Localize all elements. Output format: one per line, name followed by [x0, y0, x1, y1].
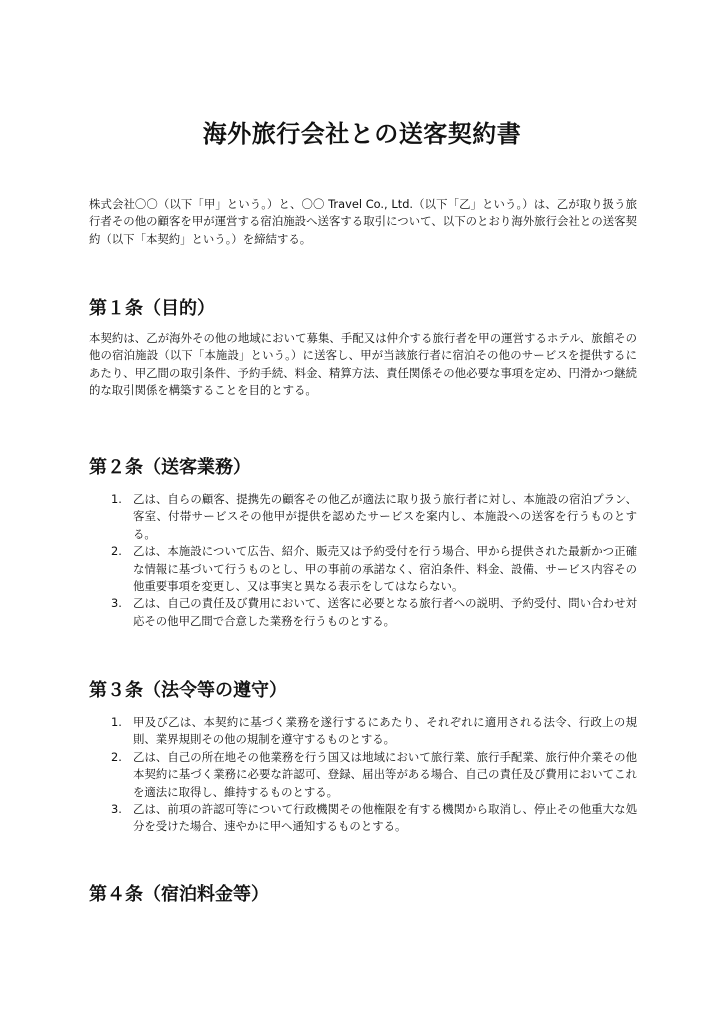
list-item-number: 3.: [111, 596, 122, 611]
article-3-heading: 第３条（法令等の遵守）: [89, 680, 287, 701]
list-item-number: 1.: [111, 715, 122, 729]
list-item: [89, 749, 637, 801]
article-4-heading: 第４条（宿泊料金等）: [89, 884, 269, 905]
list-item-text: 乙は、自己の所在地その他業務を行う国又は地域において旅行業、旅行手配業、旅行仲介業その他本契約に基づく業務に必要な許認可、登録、届出等がある場合、自己の責任及び費用においてこれを適法に取得し、維持するものとする。: [133, 749, 637, 799]
intro-paragraph: 株式会社〇〇（以下「甲」という。）と、〇〇 Travel Co., Ltd.（以下「乙」という。）は、乙が取り扱う旅行者その他の顧客を甲が運営する宿泊施設へ送客する取引について、以下のとおり海外旅行会社との送客契約（以下「本契約」という。）を締結する。: [89, 197, 637, 246]
list-item-text: 乙は、前項の許認可等について行政機関その他権限を有する機関から取消し、停止その他重大な処分を受けた場合、速やかに甲へ通知するものとする。: [133, 802, 637, 834]
list-item-number: 2.: [111, 544, 122, 559]
list-item-text: 乙は、自己の責任及び費用において、送客に必要となる旅行者への説明、予約受付、問い合わせ対応その他甲乙間で合意した業務を行うものとする。: [133, 596, 637, 628]
list-item-text: 甲及び乙は、本契約に基づく業務を遂行するにあたり、それぞれに適用される法令、行政上の規則、業界規則その他の規制を遵守するものとする。: [133, 715, 637, 747]
list-item-text: 乙は、自らの顧客、提携先の顧客その他乙が適法に取り扱う旅行者に対し、本施設の宿泊プラン、客室、付帯サービスその他甲が提供を認めたサービスを案内し、本施設への送客を行うものとする。: [133, 492, 637, 541]
article-3-list: [89, 714, 637, 836]
list-item-text: 乙は、本施設について広告、紹介、販売又は予約受付を行う場合、甲から提供された最新かつ正確な情報に基づいて行うものとし、甲の事前の承諾なく、宿泊条件、料金、設備、サービス内容その他重要事項を変更し、又は事実と異なる表示をしてはならない。: [133, 544, 637, 594]
article-2-list: [89, 491, 637, 630]
list-item-number: 3.: [111, 802, 122, 817]
list-item-number: 2.: [111, 749, 122, 764]
list-item-number: 1.: [111, 492, 122, 506]
list-item: [89, 714, 637, 749]
article-1-heading: 第１条（目的）: [89, 298, 215, 319]
list-item: [89, 801, 637, 836]
list-item: [89, 595, 637, 630]
article-2-heading: 第２条（送客業務）: [89, 457, 251, 478]
list-item: [89, 491, 637, 543]
document-title: 海外旅行会社との送客契約書: [202, 120, 522, 148]
list-item: [89, 543, 637, 595]
article-1-body: 本契約は、乙が海外その他の地域において募集、手配又は仲介する旅行者を甲の運営するホテル、旅館その他の宿泊施設（以下「本施設」という。）に送客し、甲が当該旅行者に宿泊その他のサービスを提供するにあたり、甲乙間の取引条件、予約手続、料金、精算方法、責任関係その他必要な事項を定め、円滑かつ継続的な取引関係を構築することを目的とする。: [89, 331, 637, 398]
